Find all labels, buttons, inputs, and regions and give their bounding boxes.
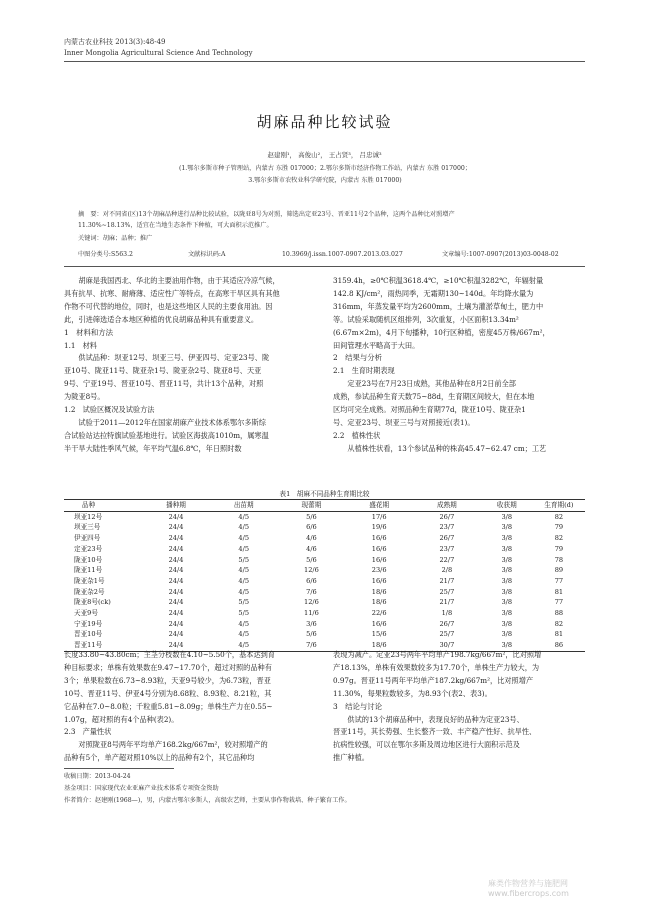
table-row <box>64 522 585 533</box>
table-cell: 4/5 <box>238 534 250 543</box>
table-cell: 4/6 <box>306 544 317 553</box>
author-list: 赵建刚¹， 高俊山²， 王占贤³， 吕忠诚³ <box>267 151 382 159</box>
affiliation-line-1: (1.鄂尔多斯市种子管理站，内蒙古 东胜 017000；2.鄂尔多斯市经济作物工作站，内蒙古 东胜 017000； <box>178 165 472 172</box>
table-cell: 晋亚10号 <box>74 630 103 639</box>
table-cell: 25/7 <box>439 587 455 596</box>
climate-line: 等。试验采取随机区组排列，3次重复，小区面积13.34m² <box>333 314 519 324</box>
trait-line: 长度33.80~43.80cm；主茎分枝数在4.10~5.50个，基本达到育 <box>64 650 276 659</box>
abstract-line-1: 摘 要：对不同省(区)13个胡麻品种进行品种比较试验，以陇亚8号为对照，筛选出定亚23号、晋亚11号2个品种，这两个品种比对照增产 <box>78 211 455 218</box>
table-cell: 24/4 <box>142 640 210 651</box>
climate-line: 3159.4h，≥0℃积温3618.4℃，≥10℃积温3282℃，年辐射量 <box>333 276 544 285</box>
table-cell: 4/5 <box>210 640 278 651</box>
table-cell: 定亚23号 <box>74 544 103 553</box>
material-line: 为陇亚8号。 <box>64 392 105 402</box>
table-cell: 天亚9号 <box>74 609 98 618</box>
document-code: 文献标识码:A <box>188 251 226 258</box>
table-cell: 15/6 <box>371 630 387 639</box>
table-cell: 17/6 <box>371 512 387 521</box>
table-cell: 12/6 <box>304 566 319 575</box>
table-cell: 24/4 <box>168 544 184 553</box>
yield-result-line: 表现为减产。定亚23号两年平均单产198.7kg/667m²，比对照增 <box>333 650 542 659</box>
table-cell: 19/6 <box>371 523 387 532</box>
clc-number: 中图分类号:S563.2 <box>78 251 133 258</box>
conclusion-line: 抗病性较强，可以在鄂尔多斯及周边地区进行大面积示范及 <box>333 740 520 750</box>
table-cell: 4/5 <box>238 630 250 639</box>
table-cell: 23/7 <box>439 523 455 532</box>
keywords: 关键词：胡麻；品种；推广 <box>78 235 153 242</box>
table-header-cell: 盛花期 <box>345 500 413 512</box>
table-cell: 22/6 <box>371 609 387 618</box>
material-line: 亚10号、陇亚11号、陇亚杂1号、陇亚杂2号、陇亚8号、天亚 <box>64 366 262 376</box>
trait-line: 种目标要求；单株有效果数在9.47~17.70个，超过对照的品种有 <box>64 662 272 672</box>
table-cell: 6/6 <box>306 576 317 585</box>
table-header-row <box>64 500 585 512</box>
table-row <box>64 533 585 544</box>
table-cell: 伊亚四号 <box>74 534 101 543</box>
yield-result-line: 产18.13%，单株有效果数较多为17.70个，单株生产力较大，为 <box>333 662 540 672</box>
table-cell: 89 <box>554 566 564 575</box>
trait-line: 10号、晋亚11号、伊亚4号分别为8.68粒、8.93粒、8.21粒，其 <box>64 688 272 698</box>
climate-line: 316mm，年蒸发量平均为2600mm，土壤为灌淤草甸土，肥力中 <box>333 301 544 311</box>
table-cell: 宁亚19号 <box>74 619 103 628</box>
yield-line: 对照陇亚8号两年平均单产168.2kg/667m²，较对照增产的 <box>64 740 268 750</box>
received-date: 收稿日期：2013-04-24 <box>64 773 131 780</box>
abstract-line-2: 11.30%~18.13%，适宜在当地生态条件下种植，可大面积示范推广。 <box>78 222 273 229</box>
table-cell: 2/8 <box>441 566 453 575</box>
table-row <box>64 576 585 587</box>
right-column-top <box>333 275 586 456</box>
table-header-cell: 出苗期 <box>210 500 278 512</box>
table-cell: 1/8 <box>441 609 453 618</box>
table-cell: 3/8 <box>501 619 513 628</box>
watermark: 麻类作物营养与施肥网 www.fibercrops.com <box>488 879 569 898</box>
table-cell: 4/5 <box>238 512 250 521</box>
table-cell: 24/4 <box>168 619 184 628</box>
table-cell: 3/8 <box>501 544 513 553</box>
table-row <box>64 565 585 576</box>
table-cell: 18/6 <box>371 587 387 596</box>
table-cell: 26/7 <box>439 534 455 543</box>
table-cell: 81 <box>554 587 564 596</box>
table-cell: 78 <box>554 555 564 564</box>
table-cell: 24/4 <box>168 512 184 521</box>
table-cell: 82 <box>554 512 564 521</box>
subsection-heading-2-1: 2.1 生育时期表现 <box>333 366 395 376</box>
table-header-cell: 播种期 <box>142 500 210 512</box>
paper-title: 胡麻品种比较试验 <box>256 113 393 131</box>
table-row <box>64 597 585 608</box>
growth-period-table <box>64 499 585 652</box>
table-cell: 3/6 <box>306 619 317 628</box>
table-cell: 4/5 <box>238 587 250 596</box>
table-cell: 77 <box>554 598 564 607</box>
table-cell: 79 <box>554 523 564 532</box>
table-cell: 4/5 <box>238 523 250 532</box>
conclusion-line: 推广种植。 <box>333 753 369 763</box>
table-cell: 7/6 <box>306 587 317 596</box>
table-header-cell: 成熟期 <box>413 500 481 512</box>
table-cell: 晋亚11号 <box>64 640 142 651</box>
material-line: 9号、宁亚19号、晋亚10号、晋亚11号，共计13个品种，对照 <box>64 379 264 389</box>
table-cell: 3/8 <box>501 555 513 564</box>
table-cell: 3/8 <box>501 523 513 532</box>
table-cell: 16/6 <box>371 619 387 628</box>
table-header-cell: 生育期(d) <box>533 500 585 512</box>
yield-result-line: 0.97g。晋亚11号两年平均单产187.2kg/667m²，比对照增产 <box>333 675 534 685</box>
conclusion-line: 供试的13个胡麻品种中，表现良好的品种为定亚23号、 <box>333 714 524 724</box>
subsection-heading-2-2: 2.2 植株性状 <box>333 430 381 440</box>
table-cell: 坝亚12号 <box>74 512 103 521</box>
trait-line: 3个；单果粒数在6.73~8.93粒，天亚9号较少，为6.73粒，晋亚 <box>64 675 271 685</box>
journal-header-cn: 内蒙古农业科技 2013(3):48-49 <box>64 38 166 46</box>
article-number: 文章编号:1007-0907(2013)03-0048-02 <box>442 251 559 258</box>
trait-line: 1.07g，超对照的有4个品种(表2)。 <box>64 714 179 724</box>
header-rule <box>64 61 585 62</box>
table-row <box>64 608 585 619</box>
table-cell: 11/6 <box>304 609 319 618</box>
table-cell: 3/8 <box>481 640 533 651</box>
growth-line: 成熟，参试品种生育天数75~88d，生育期区间较大，但在本地 <box>333 392 535 402</box>
section-heading-2: 2 结果与分析 <box>333 353 383 363</box>
table-cell: 陇亚杂1号 <box>74 576 105 585</box>
table-cell: 16/6 <box>371 534 387 543</box>
table-header-cell: 收获期 <box>481 500 533 512</box>
table-cell: 82 <box>554 619 564 628</box>
table-cell: 3/8 <box>501 598 513 607</box>
method-line: 合试验站达拉特旗试验基地进行。试验区海拔高1010m，属寒温 <box>64 430 269 440</box>
table-cell: 24/4 <box>168 555 184 564</box>
table-row <box>64 629 585 640</box>
table-row <box>64 544 585 555</box>
subsection-heading-1-1: 1.1 材料 <box>64 340 97 350</box>
left-column-bottom <box>64 649 317 765</box>
table-cell: 24/4 <box>168 609 184 618</box>
table-cell: 3/8 <box>501 576 513 585</box>
table-cell: 4/5 <box>238 566 250 575</box>
table-cell: 21/7 <box>439 598 455 607</box>
intro-line: 具有抗旱、抗寒、耐瘠薄、适应性广等特点，在高寒干旱区具有其他 <box>64 288 280 298</box>
table-cell: 25/7 <box>439 630 455 639</box>
table-cell: 陇亚10号 <box>74 555 103 564</box>
funding-note: 基金项目：国家现代农业亚麻产业技术体系专项资金资助 <box>64 785 219 792</box>
table-row <box>64 511 585 522</box>
table-cell: 4/5 <box>238 544 250 553</box>
table-cell: 6/6 <box>306 523 317 532</box>
table-cell: 5/6 <box>306 555 317 564</box>
table-cell: 30/7 <box>413 640 481 651</box>
intro-line: 此，引进筛选适合本地区种植的优良胡麻品种具有重要意义。 <box>64 314 259 324</box>
table-cell: 3/8 <box>501 566 513 575</box>
table-cell: 16/6 <box>371 576 387 585</box>
table-cell: 24/4 <box>168 534 184 543</box>
plant-trait-line: 从植株性状看，13个参试品种的株高45.47~62.47 cm；工艺 <box>333 443 547 453</box>
table-cell: 79 <box>554 544 564 553</box>
table-cell: 26/7 <box>439 512 455 521</box>
table-cell: 12/6 <box>304 598 319 607</box>
table-cell: 26/7 <box>439 619 455 628</box>
table-cell: 5/5 <box>238 598 250 607</box>
table-cell: 16/6 <box>371 544 387 553</box>
doi: 10.3969/j.issn.1007-0907.2013.03.027 <box>282 251 403 258</box>
table-cell: 88 <box>554 609 564 618</box>
table-cell: 86 <box>533 640 585 651</box>
table-cell: 4/5 <box>238 576 250 585</box>
section-heading-3: 3 结论与讨论 <box>333 701 383 711</box>
table-cell: 18/6 <box>345 640 413 651</box>
table-cell: 23/7 <box>439 544 455 553</box>
table-cell: 21/7 <box>439 576 455 585</box>
yield-line: 品种有5个，单产超对照10%以上的品种有2个，其它品种均 <box>64 753 255 763</box>
subsection-heading-2-3: 2.3 产量性状 <box>64 727 112 737</box>
table-cell: 5/6 <box>306 512 317 521</box>
left-column-top <box>64 275 317 456</box>
table-header-cell: 品种 <box>64 500 142 512</box>
table-row <box>64 619 585 630</box>
method-line: 半干旱大陆性季风气候，年平均气温6.8℃，年日照时数 <box>64 443 242 453</box>
table-cell: 3/8 <box>501 630 513 639</box>
growth-line: 定亚23号在7月23日成熟，其他品种在8月2日前全部 <box>333 379 516 389</box>
table-header-cell: 现蕾期 <box>278 500 346 512</box>
climate-line: 142.8 KJ/cm²，雨热同季，无霜期130~140d。年均降水量为 <box>333 288 534 298</box>
table-row <box>64 555 585 566</box>
table-cell: 81 <box>554 630 564 639</box>
table-cell: 4/5 <box>238 619 250 628</box>
table-cell: 24/4 <box>168 576 184 585</box>
table-cell: 23/6 <box>371 566 387 575</box>
table-cell: 22/7 <box>439 555 455 564</box>
table-cell: 77 <box>554 576 564 585</box>
table-cell: 5/5 <box>238 609 250 618</box>
table-cell: 24/4 <box>168 598 184 607</box>
table-caption: 表1 胡麻不同品种生育期比较 <box>279 490 370 498</box>
table-row <box>64 587 585 598</box>
table-cell: 24/4 <box>168 566 184 575</box>
table-cell: 24/4 <box>168 523 184 532</box>
table-cell: 3/8 <box>501 534 513 543</box>
growth-line: 区均可完全成熟。对照品种生育期77d，陇亚10号、陇亚杂1 <box>333 405 526 415</box>
table-cell: 4/6 <box>306 534 317 543</box>
table-cell: 16/6 <box>371 555 387 564</box>
table-cell: 陇亚11号 <box>74 566 103 575</box>
right-column-bottom <box>333 649 586 765</box>
table-cell: 坝亚三号 <box>74 523 101 532</box>
table-cell: 陇亚杂2号 <box>74 587 105 596</box>
abstract-rule <box>64 266 585 267</box>
table-cell: 82 <box>554 534 564 543</box>
table-cell: 7/6 <box>278 640 346 651</box>
table-cell: 24/4 <box>168 587 184 596</box>
climate-line: 田间管理水平略高于大田。 <box>333 340 420 350</box>
footnote-rule <box>64 768 174 769</box>
affiliation-line-2: 3.鄂尔多斯市农牧业科学研究院，内蒙古 东胜 017000) <box>248 177 402 184</box>
trait-line: 它品种在7.0~8.0粒；千粒重5.81~8.09g；单株生产力在0.55~ <box>64 701 273 711</box>
yield-result-line: 11.30%，每果粒数较多，为8.93个(表2、表3)。 <box>333 688 492 698</box>
table-cell: 3/8 <box>501 512 513 521</box>
table-cell: 5/6 <box>306 630 317 639</box>
table-cell: 3/8 <box>501 587 513 596</box>
table-cell: 5/5 <box>238 555 250 564</box>
subsection-heading-1-2: 1.2 试验区概况及试验方法 <box>64 405 155 415</box>
journal-header-en: Inner Mongolia Agricultural Science And Technology <box>64 49 253 57</box>
intro-line: 胡麻是我国西北、华北的主要油用作物，由于其适应冷凉气候， <box>64 276 280 285</box>
method-line: 试验于2011—2012年在国家胡麻产业技术体系鄂尔多斯综 <box>64 417 266 427</box>
section-heading-1: 1 材料和方法 <box>64 327 114 337</box>
table-cell: 18/6 <box>371 598 387 607</box>
growth-line: 号、定亚23号、坝亚三号与对照接近(表1)。 <box>333 417 475 427</box>
climate-line: (6.67m×2m)，4月下旬播种，10行区种植，密度45万株/667m²， <box>333 327 550 337</box>
table-cell: 陇亚8号(ck) <box>74 598 111 607</box>
table-cell: 24/4 <box>168 630 184 639</box>
conclusion-line: 晋亚11号，其长势强、生长整齐一致、丰产稳产性好、抗旱性、 <box>333 727 537 737</box>
intro-line: 作物不可代替的地位，同时，也是这些地区人民的主要食用油。因 <box>64 301 273 311</box>
material-line: 供试品种：坝亚12号、坝亚三号、伊亚四号、定亚23号、陇 <box>64 353 270 363</box>
author-bio: 作者简介：赵建刚(1968—)，男，内蒙古鄂尔多斯人，高级农艺师，主要从事作物栽培、种子繁育工作。 <box>64 797 351 804</box>
table-cell: 3/8 <box>501 609 513 618</box>
